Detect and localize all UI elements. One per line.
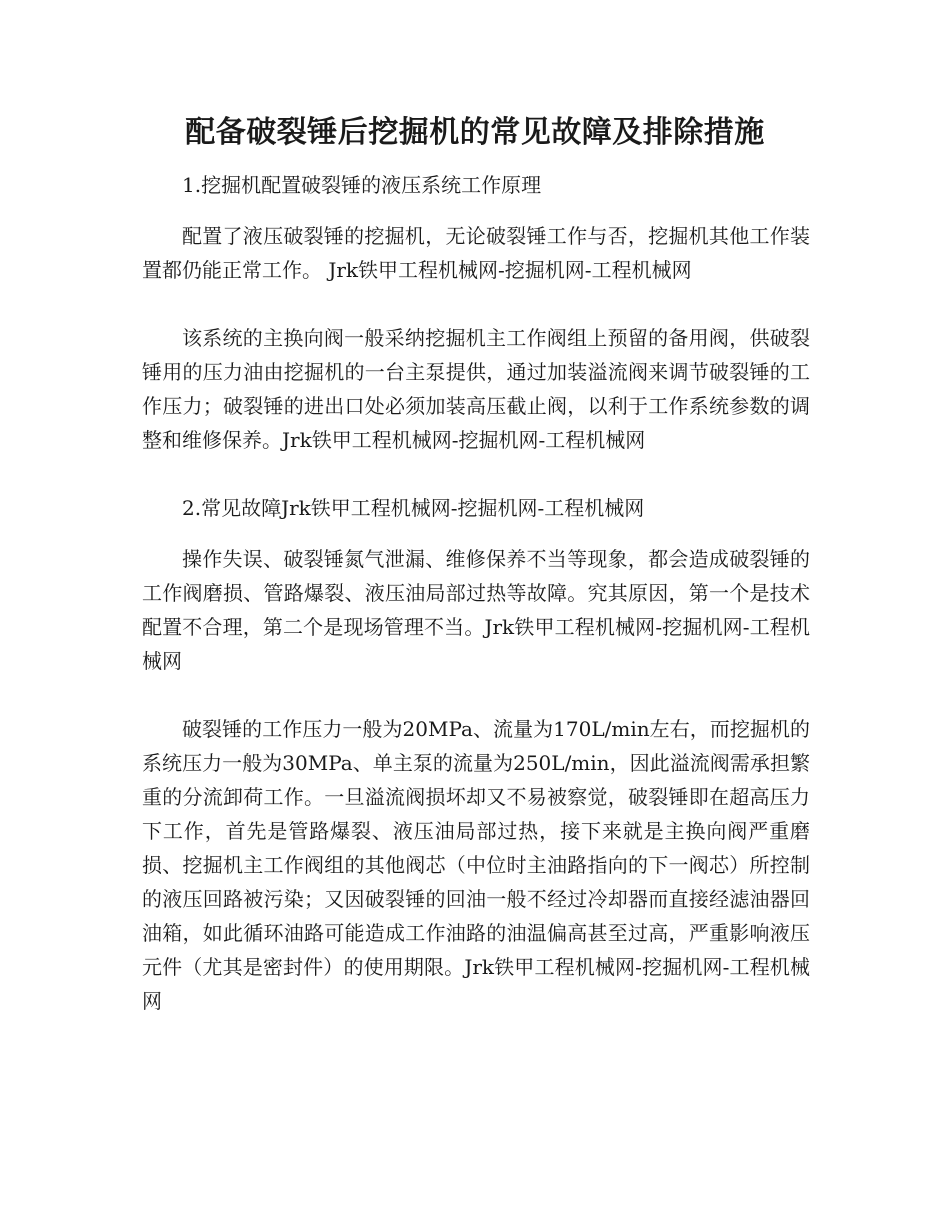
section-heading-1: 1.挖掘机配置破裂锤的液压系统工作原理 [182, 173, 542, 197]
paragraph: 操作失误、破裂锤氮气泄漏、维修保养不当等现象，都会造成破裂锤的工作阀磨损、管路爆裂、液压油局部过热等故障。究其原因，第一个是技术配置不合理，第二个是现场管理不当。Jrk铁甲工程机械网-挖掘机网-工程机械网 [142, 547, 810, 673]
section-heading-2: 2.常见故障Jrk铁甲工程机械网-挖掘机网-工程机械网 [182, 496, 645, 520]
paragraph: 配置了液压破裂锤的挖掘机，无论破裂锤工作与否，挖掘机其他工作装置都仍能正常工作。 Jrk铁甲工程机械网-挖掘机网-工程机械网 [142, 224, 810, 282]
document-body [142, 168, 810, 1018]
paragraph: 该系统的主换向阀一般采纳挖掘机主工作阀组上预留的备用阀，供破裂锤用的压力油由挖掘机的一台主泵提供，通过加装溢流阀来调节破裂锤的工作压力；破裂锤的进出口处必须加装高压截止阀，以利于工作系统参数的调整和维修保养。Jrk铁甲工程机械网-挖掘机网-工程机械网 [142, 326, 810, 452]
document-title: 配备破裂锤后挖掘机的常见故障及排除措施 [185, 115, 765, 150]
paragraph: 破裂锤的工作压力一般为20MPa、流量为170L/min左右，而挖掘机的系统压力一般为30MPa、单主泵的流量为250L/min，因此溢流阀需承担繁重的分流卸荷工作。一旦溢流阀损坏却又不易被察觉，破裂锤即在超高压力下工作，首先是管路爆裂、液压油局部过热，接下来就是主换向阀严重磨损、挖掘机主工作阀组的其他阀芯（中位时主油路指向的下一阀芯）所控制的液压回路被污染；又因破裂锤的回油一般不经过冷却器而直接经滤油器回油箱，如此循环油路可能造成工作油路的油温偏高甚至过高，严重影响液压元件（尤其是密封件）的使用期限。Jrk铁甲工程机械网-挖掘机网-工程机械网 [142, 717, 810, 1013]
